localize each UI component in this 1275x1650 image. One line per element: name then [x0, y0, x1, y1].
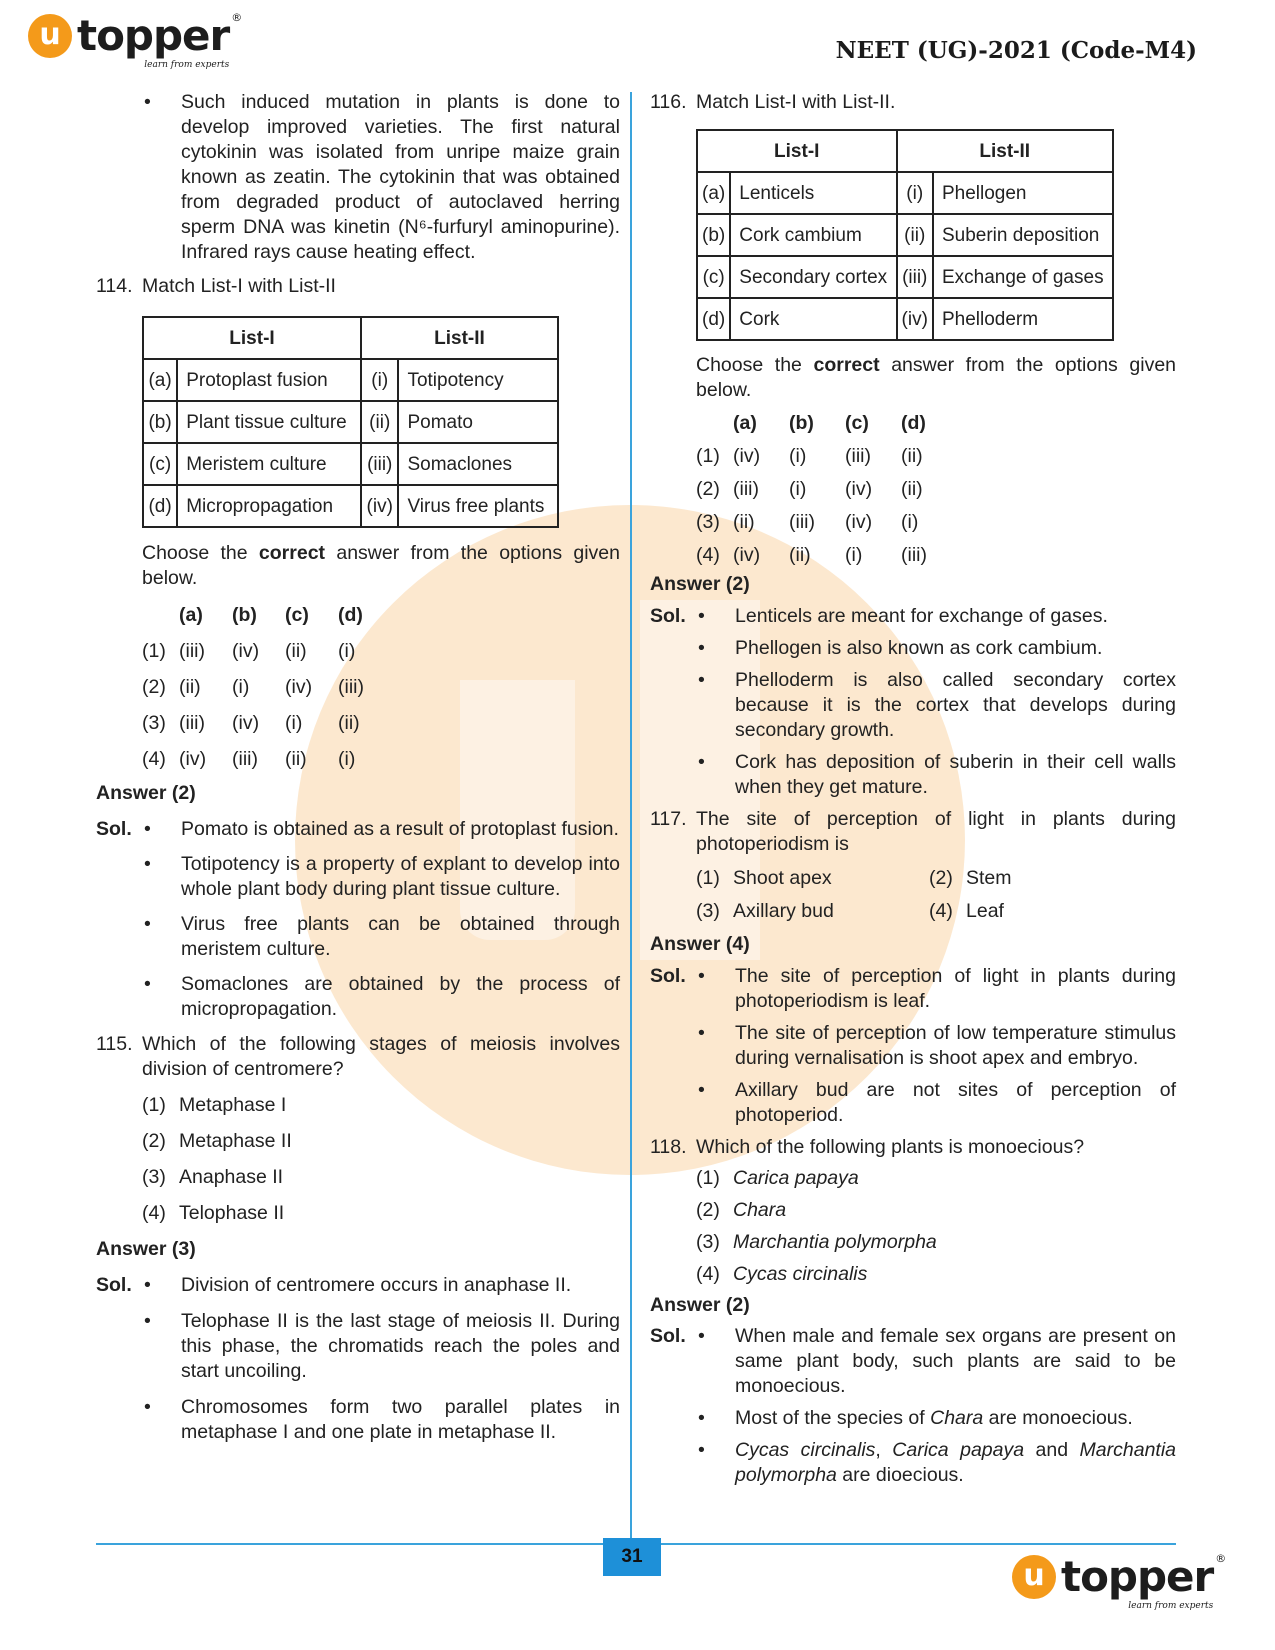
- text-part-italic: Chara: [930, 1407, 984, 1429]
- list2-item: Pomato: [398, 401, 558, 443]
- question-115: [96, 1032, 620, 1082]
- option-text: Metaphase I: [179, 1094, 287, 1116]
- question-number: 115.: [96, 1033, 133, 1055]
- list2-item: Phellogen: [933, 172, 1113, 214]
- solution-text: The site of perception of light in plants during photoperiodism is leaf.: [735, 965, 1176, 1012]
- logo-badge: u: [1012, 1555, 1056, 1599]
- option-cell: (ii): [789, 544, 811, 566]
- answer-116: Answer (2): [650, 573, 750, 595]
- list1-item: Cork cambium: [730, 214, 896, 256]
- solution-item: [96, 852, 620, 902]
- answer-114: Answer (2): [96, 782, 196, 804]
- question-116: [650, 90, 1176, 115]
- option-number: (2): [696, 1199, 720, 1221]
- list2-item: Phelloderm: [933, 298, 1113, 340]
- solution-item: [650, 1438, 1176, 1488]
- grid-spacer: [142, 599, 179, 632]
- grid-header: (c): [285, 604, 309, 626]
- grid-header: (b): [232, 604, 257, 626]
- option-cell: (iii): [845, 445, 871, 467]
- table-row: [697, 256, 1113, 298]
- text-part-italic: Carica papaya: [892, 1439, 1025, 1461]
- row-label: (b): [697, 214, 730, 256]
- list2-item: Suberin deposition: [933, 214, 1113, 256]
- bullet-dot: •: [698, 965, 705, 987]
- choose-bold: correct: [258, 542, 326, 564]
- solution-item: [650, 604, 1176, 629]
- solution-text: Chromosomes form two parallel plates in metaphase I and one plate in metaphase II.: [181, 1396, 620, 1443]
- bullet-dot: •: [698, 669, 705, 691]
- option-text: Stem: [966, 867, 1012, 889]
- logo-text: topper: [1061, 1552, 1214, 1601]
- option-cell: (iii): [179, 712, 205, 734]
- option-number: (3): [696, 900, 720, 922]
- table-header-list1: List-I: [697, 130, 897, 172]
- option-number: (4): [696, 1263, 720, 1285]
- bullet-dot: •: [144, 91, 151, 113]
- row-label: (iii): [897, 256, 933, 298]
- option-text: Shoot apex: [733, 867, 832, 889]
- option-cell: (ii): [285, 748, 307, 770]
- table-row: [697, 214, 1113, 256]
- question-number: 114.: [96, 275, 133, 297]
- option-text: Marchantia polymorpha: [733, 1231, 937, 1253]
- solution-item: [650, 668, 1176, 743]
- option-number: (2): [696, 478, 720, 500]
- row-label: (b): [143, 401, 177, 443]
- option-cell: (iii): [901, 544, 927, 566]
- option-cell: (iii): [232, 748, 258, 770]
- registered-mark: ®: [231, 11, 242, 24]
- row-label: (d): [143, 485, 177, 527]
- option-cell: (iv): [285, 676, 313, 698]
- option-number: (3): [696, 1231, 720, 1253]
- option-cell: (iv): [232, 712, 260, 734]
- option-number: (2): [929, 867, 953, 889]
- option-item: [96, 1165, 620, 1190]
- bullet-dot: •: [698, 1079, 705, 1101]
- solution-item: [96, 817, 620, 842]
- row-label: (c): [697, 256, 730, 298]
- options-grid-116: [650, 407, 1176, 572]
- list2-item: Exchange of gases: [933, 256, 1113, 298]
- registered-mark: ®: [1215, 1552, 1226, 1565]
- bullet-dot: •: [698, 1407, 705, 1429]
- question-number: 118.: [650, 1136, 687, 1158]
- option-text: Telophase II: [179, 1202, 285, 1224]
- text-part: ,: [875, 1439, 893, 1461]
- grid-spacer: [696, 407, 733, 440]
- option-cell: (iii): [733, 478, 759, 500]
- option-item: [650, 1166, 1176, 1191]
- solution-text: When male and female sex organs are present on same plant body, such plants are said to be monoecious.: [735, 1325, 1176, 1397]
- sol-label: Sol.: [96, 818, 132, 840]
- solution-item: [96, 1309, 620, 1384]
- grid-header: (b): [789, 412, 814, 434]
- solution-text: [735, 1438, 1176, 1488]
- question-117: [650, 807, 1176, 857]
- list1-item: Micropropagation: [177, 485, 361, 527]
- option-cell: (iv): [845, 478, 873, 500]
- table-row: [697, 298, 1113, 340]
- bullet-dot: •: [698, 1325, 705, 1347]
- list1-item: Cork: [730, 298, 896, 340]
- question-number: 116.: [650, 91, 687, 113]
- option-cell: (iv): [179, 748, 207, 770]
- grid-header: (a): [179, 604, 203, 626]
- option-number: (2): [142, 676, 166, 698]
- option-item: [96, 1093, 620, 1118]
- option-number: (1): [696, 1167, 720, 1189]
- logo-tagline: learn from experts: [144, 60, 230, 70]
- option-number: (1): [142, 640, 166, 662]
- solution-text: Cork has deposition of suberin in their cell walls when they get mature.: [735, 751, 1176, 798]
- row-label: (d): [697, 298, 730, 340]
- grid-header: (d): [901, 412, 926, 434]
- question-114: [96, 274, 620, 299]
- choose-post: answer from the options given below.: [142, 542, 620, 589]
- sol-label: Sol.: [650, 605, 686, 627]
- grid-header: (a): [733, 412, 757, 434]
- option-cell: (iv): [845, 511, 873, 533]
- exam-title: NEET (UG)-2021 (Code-M4): [835, 37, 1197, 64]
- options-118: [650, 1166, 1176, 1287]
- option-cell: (i): [901, 511, 919, 533]
- option-cell: (i): [789, 445, 807, 467]
- option-cell: (i): [232, 676, 250, 698]
- text-part: are dioecious.: [836, 1464, 964, 1486]
- solution-item: [650, 964, 1176, 1014]
- solution-item: [650, 1021, 1176, 1071]
- solution-text: Virus free plants can be obtained through meristem culture.: [181, 913, 620, 960]
- question-text: Match List-I with List-II: [142, 275, 336, 297]
- choose-bold: correct: [813, 354, 880, 376]
- row-label: (ii): [897, 214, 933, 256]
- sol-label: Sol.: [96, 1274, 132, 1296]
- option-cell: (ii): [179, 676, 201, 698]
- solution-text: Division of centromere occurs in anaphase II.: [181, 1274, 572, 1296]
- option-cell: (ii): [338, 712, 360, 734]
- option-item: [650, 1262, 1176, 1287]
- solution-text: Pomato is obtained as a result of protoplast fusion.: [181, 818, 619, 840]
- solution-item: [96, 1273, 620, 1298]
- list2-item: Somaclones: [398, 443, 558, 485]
- footer-logo: [1012, 1552, 1226, 1611]
- right-column: [650, 90, 1176, 1488]
- sol-label: Sol.: [650, 1325, 686, 1347]
- bullet-dot: •: [698, 605, 705, 627]
- choose-instruction: [96, 541, 620, 591]
- solution-item: [650, 636, 1176, 661]
- option-cell: (iv): [733, 445, 761, 467]
- list1-item: Meristem culture: [177, 443, 361, 485]
- bullet-dot: •: [698, 1022, 705, 1044]
- option-number: (4): [696, 544, 720, 566]
- row-label: (i): [897, 172, 933, 214]
- grid-header: (c): [845, 412, 869, 434]
- bullet-dot: •: [698, 1439, 705, 1461]
- row-label: (iii): [361, 443, 398, 485]
- solution-text: Axillary bud are not sites of perception of photoperiod.: [735, 1079, 1176, 1126]
- text-part: are monoecious.: [983, 1407, 1133, 1429]
- row-label: (i): [361, 359, 398, 401]
- option-item: [96, 1201, 620, 1226]
- solution-text: Lenticels are meant for exchange of gases.: [735, 605, 1108, 627]
- question-text: The site of perception of light in plants during photoperiodism is: [696, 808, 1176, 855]
- option-cell: (iii): [179, 640, 205, 662]
- option-text: Anaphase II: [179, 1166, 284, 1188]
- option-number: (2): [142, 1130, 166, 1152]
- option-cell: (i): [338, 640, 356, 662]
- column-divider: [630, 92, 632, 1548]
- solution-item: [650, 1406, 1176, 1431]
- row-label: (a): [143, 359, 177, 401]
- solution-item: [96, 912, 620, 962]
- page-number: 31: [603, 1538, 661, 1576]
- option-text: Chara: [733, 1199, 787, 1221]
- row-label: (iv): [897, 298, 933, 340]
- option-text: Axillary bud: [733, 900, 834, 922]
- list1-item: Protoplast fusion: [177, 359, 361, 401]
- option-number: (3): [142, 1166, 166, 1188]
- option-number: (3): [696, 511, 720, 533]
- header-logo: [28, 11, 242, 70]
- text-part: Most of the species of: [735, 1407, 931, 1429]
- row-label: (ii): [361, 401, 398, 443]
- text-part-italic: Marchantia polymorpha: [735, 1439, 1177, 1486]
- option-number: (4): [929, 900, 953, 922]
- choose-instruction: [650, 353, 1176, 403]
- option-text: Carica papaya: [733, 1167, 859, 1189]
- option-cell: (i): [845, 544, 863, 566]
- choose-post: answer from the options given below.: [696, 354, 1177, 401]
- question-118: [650, 1135, 1176, 1160]
- option-cell: (i): [338, 748, 356, 770]
- logo-tagline: learn from experts: [1128, 1601, 1214, 1611]
- table-row: [143, 401, 558, 443]
- option-number: (4): [142, 748, 166, 770]
- bullet-dot: •: [144, 913, 151, 935]
- row-label: (iv): [361, 485, 398, 527]
- match-table-114: [142, 316, 559, 528]
- option-item: [96, 1129, 620, 1154]
- solution-item: [650, 1078, 1176, 1128]
- logo-badge: u: [28, 14, 72, 58]
- question-text: Which of the following stages of meiosis involves division of centromere?: [142, 1033, 620, 1080]
- list2-item: Totipotency: [398, 359, 558, 401]
- bullet-dot: •: [144, 853, 151, 875]
- option-number: (1): [142, 1094, 166, 1116]
- list2-item: Virus free plants: [398, 485, 558, 527]
- row-label: (a): [697, 172, 730, 214]
- solution-text: The site of perception of low temperature stimulus during vernalisation is shoot apex and embryo.: [735, 1022, 1176, 1069]
- bullet-dot: •: [698, 637, 705, 659]
- match-table-116: [696, 129, 1114, 341]
- list1-item: Secondary cortex: [730, 256, 896, 298]
- table-row: [143, 359, 558, 401]
- table-row: [143, 443, 558, 485]
- options-grid-114: [96, 599, 620, 776]
- solution-text: Phellogen is also known as cork cambium.: [735, 637, 1103, 659]
- option-cell: (i): [789, 478, 807, 500]
- solution-item: [96, 1395, 620, 1445]
- table-row: [143, 485, 558, 527]
- grid-header: (d): [338, 604, 363, 626]
- question-text: Match List-I with List-II.: [696, 91, 896, 113]
- row-label: (c): [143, 443, 177, 485]
- bullet-dot: •: [698, 751, 705, 773]
- option-cell: (iii): [789, 511, 815, 533]
- list1-item: Plant tissue culture: [177, 401, 361, 443]
- option-text: Leaf: [966, 900, 1004, 922]
- bullet-dot: •: [144, 1274, 151, 1296]
- choose-pre: Choose the: [142, 542, 259, 564]
- table-header-list1: List-I: [143, 317, 361, 359]
- option-number: (1): [696, 445, 720, 467]
- option-cell: (i): [285, 712, 303, 734]
- logo-word: [77, 11, 242, 70]
- logo-word: [1061, 1552, 1226, 1611]
- left-column: [96, 90, 620, 1445]
- solution-text: Somaclones are obtained by the process of micropropagation.: [181, 973, 620, 1020]
- table-row: [697, 172, 1113, 214]
- solution-text: Telophase II is the last stage of meiosis II. During this phase, the chromatids reach the poles and start uncoiling.: [181, 1310, 620, 1382]
- option-number: (1): [696, 867, 720, 889]
- text-part-italic: Cycas circinalis: [735, 1439, 876, 1461]
- option-cell: (ii): [901, 478, 923, 500]
- option-cell: (iv): [733, 544, 761, 566]
- option-item: [650, 1230, 1176, 1255]
- solution-text: [735, 1406, 1176, 1431]
- option-text: Metaphase II: [179, 1130, 292, 1152]
- option-text: Cycas circinalis: [733, 1263, 868, 1285]
- option-cell: (ii): [733, 511, 755, 533]
- list1-item: Lenticels: [730, 172, 896, 214]
- choose-pre: Choose the: [696, 354, 814, 376]
- intro-bullet: [96, 90, 620, 265]
- option-cell: (ii): [901, 445, 923, 467]
- option-cell: (ii): [285, 640, 307, 662]
- answer-118: Answer (2): [650, 1294, 750, 1316]
- table-header-list2: List-II: [897, 130, 1114, 172]
- option-number: (4): [142, 1202, 166, 1224]
- sol-label: Sol.: [650, 965, 686, 987]
- answer-117: Answer (4): [650, 933, 750, 955]
- solution-item: [650, 1324, 1176, 1399]
- bullet-dot: •: [144, 818, 151, 840]
- answer-115: Answer (3): [96, 1238, 196, 1260]
- option-cell: (iii): [338, 676, 364, 698]
- table-header-list2: List-II: [361, 317, 558, 359]
- solution-text: Phelloderm is also called secondary cortex because it is the cortex that develops during secondary growth.: [735, 669, 1176, 741]
- options-117: [650, 862, 1176, 928]
- bullet-dot: •: [144, 1396, 151, 1418]
- bullet-dot: •: [144, 1310, 151, 1332]
- bullet-dot: •: [144, 973, 151, 995]
- solution-item: [96, 972, 620, 1022]
- logo-text: topper: [77, 11, 230, 60]
- options-115: [96, 1093, 620, 1226]
- option-number: (3): [142, 712, 166, 734]
- question-text: Which of the following plants is monoecious?: [696, 1136, 1085, 1158]
- question-number: 117.: [650, 808, 687, 830]
- intro-text: Such induced mutation in plants is done to develop improved varieties. The first natural cytokinin was isolated from unripe maize grain known as zeatin. The cytokinin that was obtained from degraded product of autoclaved herring sperm DNA was kinetin (N⁶-furfuryl aminopurine). Infrared rays cause heating effect.: [181, 91, 620, 263]
- option-cell: (iv): [232, 640, 260, 662]
- text-part: and: [1024, 1439, 1080, 1461]
- solution-text: Totipotency is a property of explant to develop into whole plant body during plant tissue culture.: [181, 853, 620, 900]
- solution-item: [650, 750, 1176, 800]
- option-item: [650, 1198, 1176, 1223]
